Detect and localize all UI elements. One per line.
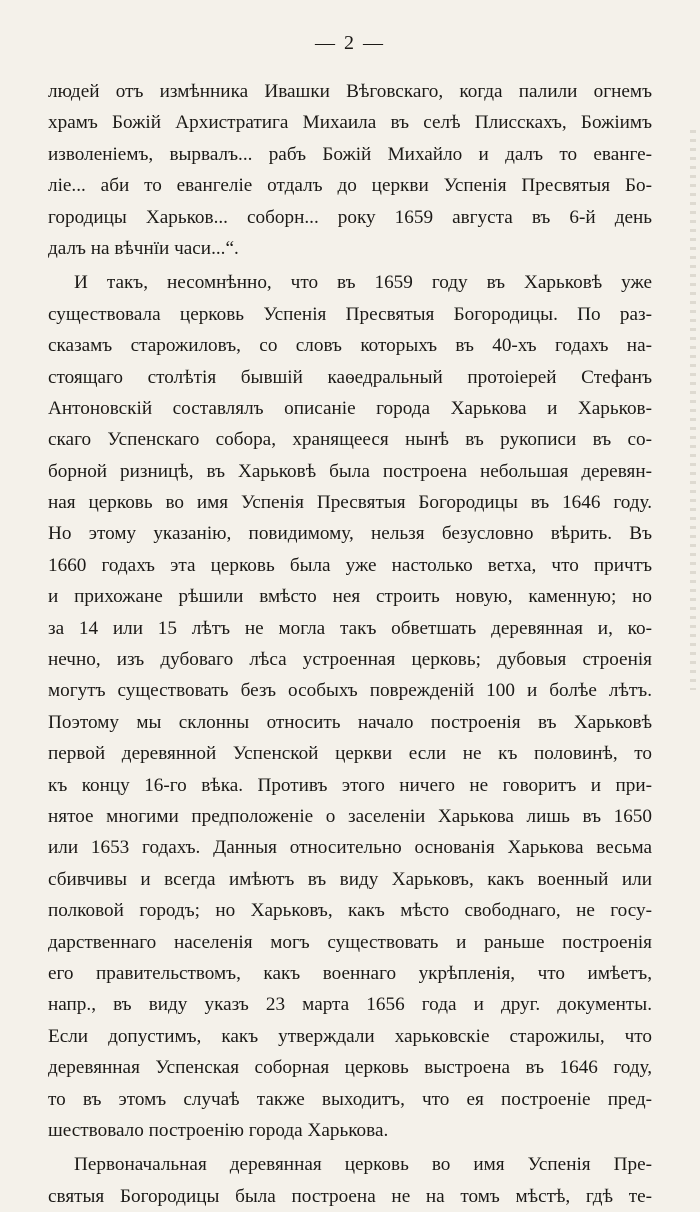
- text-line: И такъ, несомнѣнно, что въ 1659 году въ Харьковѣ уже: [74, 272, 652, 294]
- text-line: сбивчивы и всегда имѣютъ въ виду Харьковъ, какъ военный или: [48, 868, 652, 890]
- text-line: деревянная Успенская соборная церковь выстроена въ 1646 году,: [48, 1057, 652, 1079]
- text-line: полковой городъ; но Харьковъ, какъ мѣсто свободнаго, не госу-: [48, 900, 652, 922]
- text-line: ная церковь во имя Успенія Пресвятыя Богородицы въ 1646 году.: [48, 492, 652, 514]
- text-line: Если допустимъ, какъ утверждали харьковскіе старожилы, что: [48, 1025, 652, 1047]
- text-line: храмъ Божій Архистратига Михаила въ селѣ Плисскахъ, Божіимъ: [48, 112, 652, 134]
- text-line: шествовало построенію города Харькова.: [48, 1119, 389, 1141]
- text-line: 1660 годахъ эта церковь была уже настолько ветха, что причтъ: [48, 554, 652, 576]
- text-line: нечно, изъ дубоваго лѣса устроенная церковь; дубовыя строенія: [48, 649, 652, 671]
- text-line: существовала церковь Успенія Пресвятыя Богородицы. По раз-: [48, 303, 652, 325]
- text-line: Поэтому мы склонны относить начало построенія въ Харьковѣ: [48, 711, 652, 733]
- text-line: нятое многими предположеніе о заселеніи Харькова лишь въ 1650: [48, 805, 652, 827]
- text-line: къ концу 16-го вѣка. Противъ этого ничего не говоритъ и при-: [48, 774, 652, 796]
- text-line: святыя Богородицы была построена не на томъ мѣстѣ, гдѣ те-: [48, 1185, 652, 1207]
- text-line: ліе... аби то евангеліе отдалъ до церкви Успенія Пресвятыя Бо-: [48, 175, 652, 197]
- text-line: Антоновскій составлялъ описаніе города Харькова и Харьков-: [48, 397, 652, 419]
- text-line: далъ на вѣчнїи часи...“.: [48, 237, 239, 259]
- paragraph: [48, 267, 652, 1146]
- page-number: — 2 —: [315, 32, 385, 54]
- text-line: скаго Успенскаго собора, хранящееся нынѣ въ рукописи въ со-: [48, 429, 652, 451]
- text-line: городицы Харьков... соборн... року 1659 августа въ 6-й день: [48, 206, 652, 228]
- text-line: людей отъ измѣнника Ивашки Вѣговскаго, когда палили огнемъ: [48, 81, 652, 102]
- text-line: могутъ существовать безъ особыхъ поврежденій 100 и болѣе лѣтъ.: [48, 680, 652, 702]
- text-line: или 1653 годахъ. Данныя относительно основанія Харькова весьма: [48, 837, 652, 859]
- text-line: то въ этомъ случаѣ также выходитъ, что ея построеніе пред-: [48, 1088, 652, 1110]
- text-line: борной ризницѣ, въ Харьковѣ была построена небольшая деревян-: [48, 460, 652, 482]
- text-line: за 14 или 15 лѣтъ не могла такъ обветшать деревянная и, ко-: [48, 617, 652, 639]
- paragraph: [48, 76, 652, 264]
- text-line: сказамъ старожиловъ, со словъ которыхъ въ 40-хъ годахъ на-: [48, 335, 652, 357]
- text-line: напр., въ виду указъ 23 марта 1656 года и друг. документы.: [48, 994, 652, 1016]
- paragraph: [48, 1149, 652, 1212]
- text-line: дарственнаго населенія могъ существовать и раньше построенія: [48, 931, 652, 953]
- text-line: его правительствомъ, какъ военнаго укрѣпленія, что имѣетъ,: [48, 962, 652, 984]
- text-line: Но этому указанію, повидимому, нельзя безусловно вѣрить. Въ: [48, 523, 652, 545]
- text-line: первой деревянной Успенской церкви если не къ половинѣ, то: [48, 743, 652, 765]
- text-line: изволеніемъ, вырвалъ... рабъ Божій Михайло и далъ то еванге-: [48, 143, 652, 165]
- text-line: стоящаго столѣтія бывшій каѳедральный протоіерей Стефанъ: [48, 366, 652, 388]
- text-line: и прихожане рѣшили вмѣсто нея строить новую, каменную; но: [48, 586, 652, 608]
- scan-edge-mark: [690, 130, 696, 690]
- text-line: Первоначальная деревянная церковь во имя Успенія Пре-: [74, 1154, 652, 1176]
- body-text: [48, 76, 652, 1212]
